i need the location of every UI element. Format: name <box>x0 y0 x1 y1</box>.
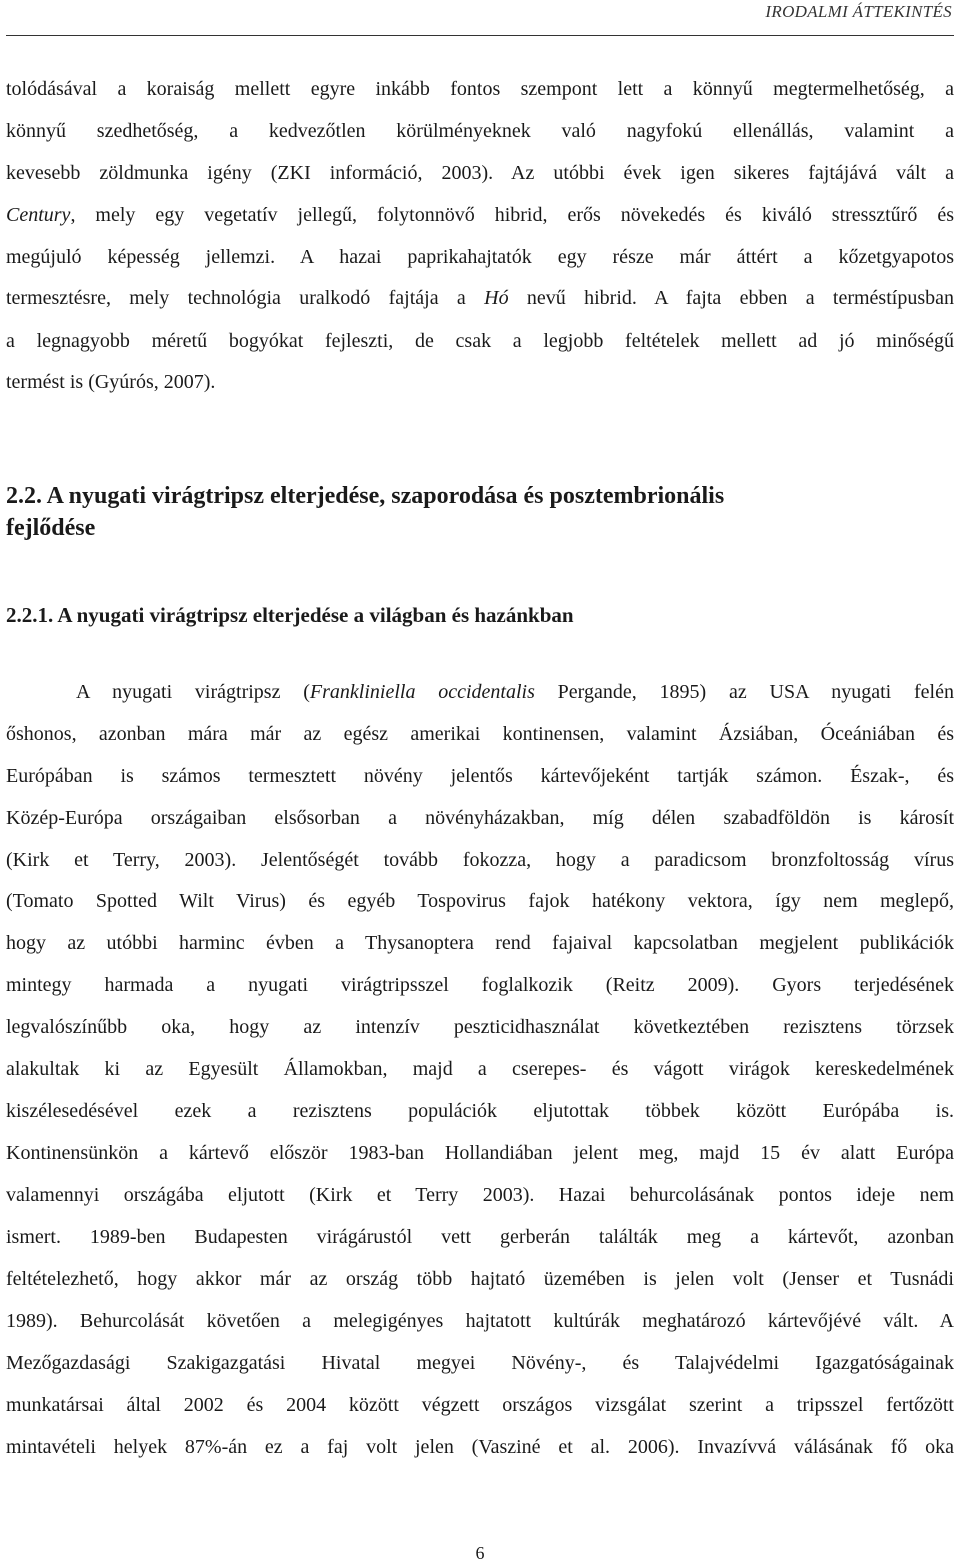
text-line: munkatársai által 2002 és 2004 között végzett országos vizsgálat szerint a tripsszel fertőzött <box>6 1394 954 1416</box>
text-line: A nyugati virágtripsz (Frankliniella occidentalis Pergande, 1895) az USA nyugati felén <box>76 681 954 703</box>
text-line: megújuló képesség jellemzi. A hazai paprikahajtatók egy része már áttért a kőzetgyapotos <box>6 246 954 268</box>
text-line: termesztésre, mely technológia uralkodó fajtája a Hó nevű hibrid. A fajta ebben a terméstípusban <box>6 287 954 309</box>
header-rule <box>6 35 954 36</box>
text-line: ismert. 1989-ben Budapesten virágárustól vett gerberán találták meg a kártevőt, azonban <box>6 1226 954 1248</box>
text-line: legvalószínűbb oka, hogy az intenzív peszticidhasználat következtében rezisztens törzsek <box>6 1016 954 1038</box>
text-line: őshonos, azonban mára már az egész amerikai kontinensen, valamint Ázsiában, Óceániában és <box>6 723 954 745</box>
text-line: Kontinensünkön a kártevő először 1983-ban Hollandiában jelent meg, majd 15 év alatt Európa <box>6 1142 954 1164</box>
text-line: 1989). Behurcolását követően a melegigényes hajtatott kultúrák meghatározó kártevőjévé vált. A <box>6 1310 954 1332</box>
text-line: mintavételi helyek 87%-án ez a faj volt jelen (Vasziné et al. 2006). Invazívvá válásának fő oka <box>6 1436 954 1458</box>
subsection-heading: 2.2.1. A nyugati virágtripsz elterjedése a világban és hazánkban <box>6 603 574 627</box>
text-line: tolódásával a koraiság mellett egyre inkább fontos szempont lett a könnyű megtermelhetőség, a <box>6 78 954 100</box>
text-line: Century, mely egy vegetatív jellegű, folytonnövő hibrid, erős növekedés és kiváló stressztűrő és <box>6 204 954 226</box>
section-heading-continued: fejlődése <box>6 515 96 541</box>
text-line: Európában is számos termesztett növény jelentős kártevőjeként tartják számon. Észak-, és <box>6 765 954 787</box>
text-line: kevesebb zöldmunka igény (ZKI információ, 2003). Az utóbbi évek igen sikeres fajtájává vált a <box>6 162 954 184</box>
text-line: feltételezhető, hogy akkor már az ország több hajtató üzemében is jelen volt (Jenser et Tusnádi <box>6 1268 954 1290</box>
text-line: (Kirk et Terry, 2003). Jelentőségét tovább fokozza, hogy a paradicsom bronzfoltosság vírus <box>6 849 954 871</box>
text-line: valamennyi országába eljutott (Kirk et Terry 2003). Hazai behurcolásának pontos ideje nem <box>6 1184 954 1206</box>
species-name: Frankliniella occidentalis <box>309 681 535 703</box>
text-line: alakultak ki az Egyesült Államokban, majd a cserepes- és vágott virágok kereskedelmének <box>6 1058 954 1080</box>
text-line: hogy az utóbbi harminc évben a Thysanoptera rend fajaival kapcsolatban megjelent publikációk <box>6 932 954 954</box>
cultivar-name: Century <box>6 204 71 226</box>
page-number: 6 <box>475 1543 485 1563</box>
text-line: mintegy harmada a nyugati virágtripsszel foglalkozik (Reitz 2009). Gyors terjedésének <box>6 974 954 996</box>
running-header: IRODALMI ÁTTEKINTÉS <box>765 2 952 21</box>
text-line: könnyű szedhetőség, a kedvezőtlen körülményeknek való nagyfokú ellenállás, valamint a <box>6 120 954 142</box>
text-line: a legnagyobb méretű bogyókat fejleszti, de csak a legjobb feltételek mellett ad jó minőségű <box>6 330 954 352</box>
section-heading: 2.2. A nyugati virágtripsz elterjedése, szaporodása és posztembrionális <box>6 483 725 509</box>
cultivar-name: Hó <box>484 287 509 309</box>
text-line: Közép-Európa országaiban elsősorban a növényházakban, míg délen szabadföldön is károsít <box>6 807 954 829</box>
text-line: Mezőgazdasági Szakigazgatási Hivatal megyei Növény-, és Talajvédelmi Igazgatóságainak <box>6 1352 954 1374</box>
text-line: (Tomato Spotted Wilt Virus) és egyéb Tospovirus fajok hatékony vektora, így nem meglepő, <box>6 890 954 912</box>
text-line: kiszélesedésével ezek a rezisztens populációk eljutottak többek között Európába is. <box>6 1100 954 1122</box>
text-line: termést is (Gyúrós, 2007). <box>6 371 216 393</box>
